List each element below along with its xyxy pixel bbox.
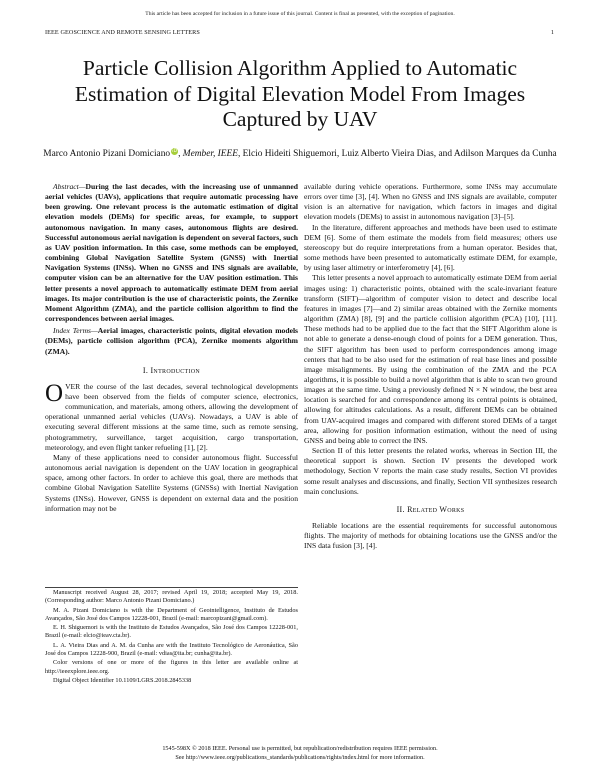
rights-link-line[interactable]: See http://www.ieee.org/publications_standards/publications/rights/index.html for more information. [175,754,425,761]
paper-title: Particle Collision Algorithm Applied to Automatic Estimation of Digital Elevation Model From Images Captured by UAV [74,56,526,131]
abstract-text: During the last decades, with the increasing use of unmanned aerial vehicles (UAVs), applications that require automatic processing have been growing. One relevant process is the automatic estimation of digital elevation models (DEMs) for specific areas, for example, to support autonomous navigation. In many cases, autonomous flights are desired. Successful autonomous aerial navigation is dependent on several factors, such as UAV position information. In this case, some methods can be employed, combining Global Navigation Satellite System (GNSS) with Inertial Navigation Systems (INSs). When no GNSS and INS signals are available, computer vision can be an alternative for the UAV position estimation. This letter presents a novel approach to automatically estimate DEM from aerial images. Its major contribution is the use of characteristic points, the Zernike Moment Algorithm (ZMA), and the particle collision algorithm to find the correspondences between aerial images. [45,182,298,324]
footnote: Color versions of one or more of the figures in this letter are available online at http://ieeexplore.ieee.org. [45,659,298,675]
footnote: Manuscript received August 28, 2017; revised April 19, 2018; accepted May 19, 2018. (Corresponding author: Marco Antonio Pizani Domiciano.) [45,589,298,605]
index-terms-text: Aerial images, characteristic points, digital elevation models (DEMs), particle collision algorithm (PCA), Zernike moments algorithm (ZMA). [45,326,299,356]
author-name: Marco Antonio Pizani Domiciano [43,149,171,160]
member-label: Member, IEEE [182,149,238,160]
footnote: L. A. Vieira Dias and A. M. da Cunha are with the Instituto Tecnológico de Aeronáutica, São José dos Campos 12228-900, Brazil (e-mail: vdias@ita.br; cunha@ita.br). [45,641,298,658]
copyright-notice [0,744,600,762]
abstract-lead: Abstract— [53,182,86,191]
body-paragraph: available during vehicle operations. Furthermore, some INSs may accumulate errors over time [3], [4]. When no GNSS and INS signals are available, computer vision is an alternative for navigation, which factors in images and digital elevation models (DEMs) to assist in autonomous navigation [3]–[5]. [304,182,557,222]
index-terms-lead: Index Terms— [53,326,98,336]
acceptance-note: This article has been accepted for inclusion in a future issue of this journal. Content is final as presented, with the exception of pagination. [145,11,455,17]
section-heading: I. Introduction [142,365,201,375]
body-paragraph: Reliable locations are the essential requirements for successful autonomous flights. The majority of methods for obtaining locations use the GNSS and/or the INS data fusion [3], [4]. [304,521,557,551]
orcid-icon[interactable]: iD [172,149,177,154]
intro-text: VER the course of the last decades, several technological developments have been observed from the fields of computer science, electronics, communication, and materials, among others, allowing the development of operational unmanned aerial vehicles (UAVs). Nowadays, a UAV is able of executing several different missions at the same time, such as remote sensing, photogrammetry, surveillance, target acquisition, cargo transportation, meteorology, and even flight tanker refueling [1], [2]. [45,381,298,452]
intro-paragraph [45,379,298,453]
body-paragraph: In the literature, different approaches and methods have been used to estimate DEM [6]. Some of them estimate the models from field measures; others use stereoscopy but do require interpretations from a human operator. Besides that, some methods have been presented to automatically estimate DEM, for example, by using laser altimetry or interferometry [4], [6]. [304,222,557,273]
right-column [304,182,557,551]
abstract [45,182,298,324]
dropcap: O [45,379,64,407]
body-paragraph: This letter presents a novel approach to automatically estimate DEM from aerial images using: 1) characteristic points, obtained with the scale-invariant feature transform (SIFT)—algorithm of computer vision to detect and describe local features in images [7]—and 2) similar areas obtained with the Zernike moments algorithm (ZMA) [8], [9] and the particle collision algorithm (PCA) [10], [11]. These methods had to be applied due to the fact that the SIFT Algorithm alone is not able to generate a dense-enough cloud of points for a DEM generation. Thus, the SIFT algorithm has been used to perform correspondences among image centers that had to be also used for the estimation of real base lines and possible image misalignments. By using the combination of the ZMA and the PCA algorithms, it is possible to build a novel algorithm that is able to scan two ground images at the same time. Using a previously defined N × N window, the best area location is searched for and correspondence among its central points is obtained, allowing for altitudes calculations. As a result, different DEMs can be obtained from UAV-acquired images and compared with different stored DEMs of a target area, allowing for position information estimation, without the need of using GNSS and being able to correct the INS. [304,273,557,445]
intro-paragraph-2: Many of these applications need to consider autonomous flight. Successful autonomous aerial navigation is dependent on the UAV location in geographical space, among other factors. In order to achieve this goal, there are methods that combine Global Navigation Satellite Systems (GNSSs) with Inertial Navigation Systems (INSs). However, GNSS is dependent on external data and the position information may not be [45,452,298,513]
author-list: Marco Antonio Pizani Domiciano iD, Member, IEEE, Elcio Hideiti Shiguemori, Luiz Alberto Vieira Dias, and Adilson Marques da Cunha [43,149,557,160]
index-terms [45,326,298,356]
body-paragraph: Section II of this letter presents the related works, whereas in Section III, the theoretical support is shown. Section IV presents the developed work methodology, Section V reports the main case study results, Section VI provides some result analyses and discussions, and finally, Section VII synthesizes research main conclusions. [304,446,557,496]
footnotes [45,589,298,686]
section-heading: II. Related Works [396,504,465,514]
author-names-rest: , Elcio Hideiti Shiguemori, Luiz Alberto Vieira Dias, and Adilson Marques da Cunha [237,149,557,160]
page-number: 1 [550,29,554,36]
footnote: M. A. Pizani Domiciano is with the Department of Geointelligence, Instituto de Estudos Avançados, São José dos Campos 12228-001, Brazil (e-mail: marcopizani@gmail.com). [45,606,298,622]
copyright-line: 1545-598X © 2018 IEEE. Personal use is permitted, but republication/redistribution requires IEEE permission. [162,745,438,752]
footnote: Digital Object Identifier 10.1109/LGRS.2018.2845338 [53,676,192,684]
left-column [45,182,298,514]
footnote: E. H. Shiguemori is with the Instituto de Estudos Avançados, São José dos Campos 12228-001, Brazil (e-mail: elcio@ieav.cta.br). [45,624,298,640]
running-head: IEEE GEOSCIENCE AND REMOTE SENSING LETTERS [45,29,200,36]
footnote-rule [45,587,298,588]
